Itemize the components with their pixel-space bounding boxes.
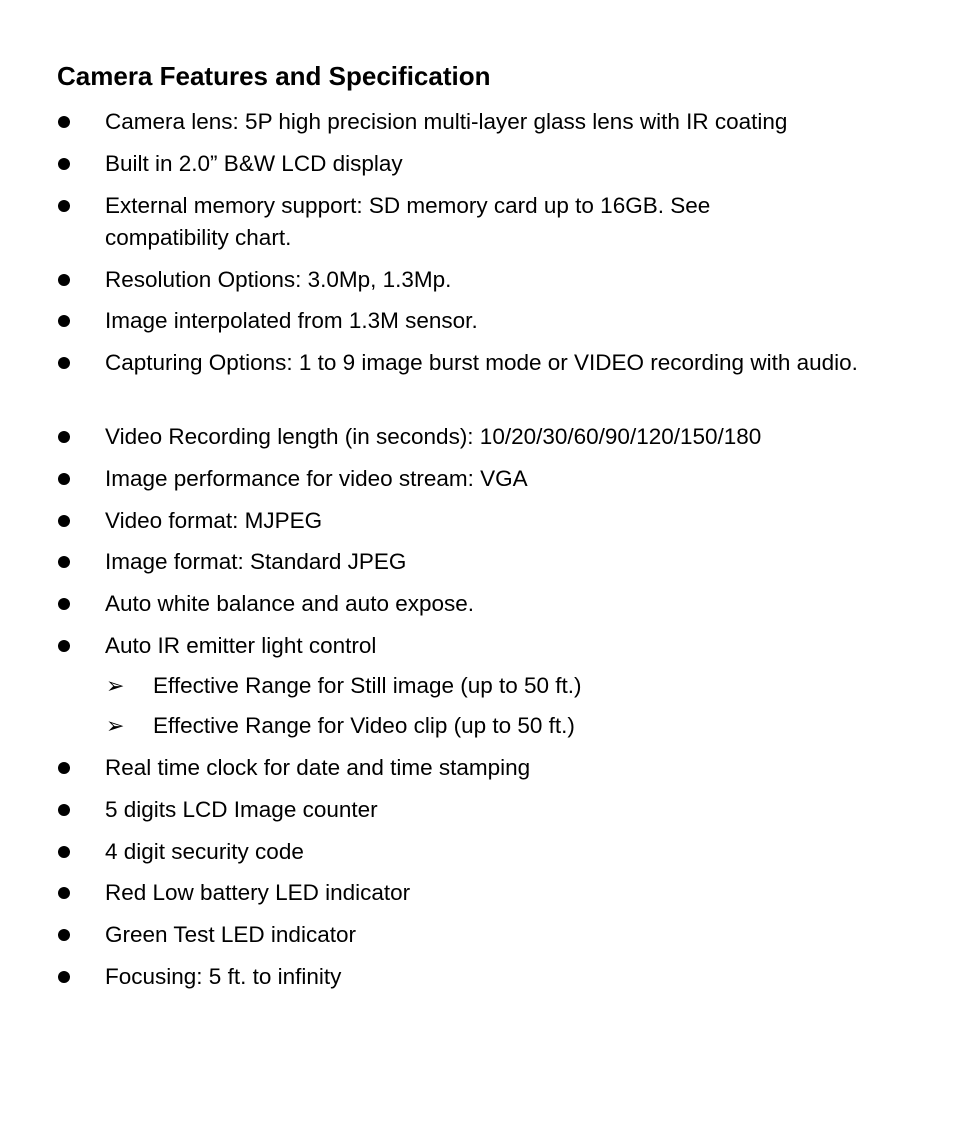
bullet-icon [57, 264, 73, 296]
bullet-icon [57, 505, 73, 537]
arrow-bullet-icon: ➢ [106, 713, 125, 738]
bullet-icon [57, 588, 73, 620]
bullet-icon [57, 877, 73, 909]
bullet-icon [57, 190, 73, 222]
bullet-icon [57, 630, 73, 662]
bullet-icon [57, 546, 73, 578]
bullet-icon [57, 463, 73, 495]
arrow-bullet-icon: ➢ [106, 673, 125, 698]
bullet-icon [57, 106, 73, 138]
sub-list-item-text: Effective Range for Still image (up to 50 ft.) [153, 673, 582, 698]
list-item-text: Green Test LED indicator [105, 922, 356, 947]
bullet-icon [57, 794, 73, 826]
bullet-icon [57, 148, 73, 180]
bullet-icon [57, 752, 73, 784]
bullet-icon [57, 305, 73, 337]
list-item-text: Focusing: 5 ft. to infinity [105, 964, 342, 989]
bullet-icon [57, 347, 73, 379]
list-item-text: External memory support: SD memory card up to 16GB. See compatibility chart. [105, 193, 711, 250]
list-item-text: Built in 2.0” B&W LCD display [105, 151, 403, 176]
list-item-text: Red Low battery LED indicator [105, 880, 411, 905]
list-item-text: Video format: MJPEG [105, 508, 323, 533]
bullet-icon [57, 919, 73, 951]
list-item-text: 4 digit security code [105, 839, 304, 864]
bullet-icon [57, 836, 73, 868]
list-item-text: Resolution Options: 3.0Mp, 1.3Mp. [105, 267, 452, 292]
list-item-text: Image format: Standard JPEG [105, 549, 407, 574]
list-item-text: Image interpolated from 1.3M sensor. [105, 308, 478, 333]
bullet-icon [57, 421, 73, 453]
list-item-text: Auto IR emitter light control [105, 633, 377, 658]
list-item-text: 5 digits LCD Image counter [105, 797, 378, 822]
list-item-text: Capturing Options: 1 to 9 image burst mode or VIDEO recording with audio. [105, 350, 858, 375]
list-item-text: Camera lens: 5P high precision multi-layer glass lens with IR coating [105, 109, 788, 134]
bullet-icon [57, 961, 73, 993]
sub-list-item-text: Effective Range for Video clip (up to 50 ft.) [153, 713, 575, 738]
list-item-text: Image performance for video stream: VGA [105, 466, 528, 491]
list-item-text: Real time clock for date and time stamping [105, 755, 531, 780]
list-item-text: Auto white balance and auto expose. [105, 591, 475, 616]
page-title: Camera Features and Specification [57, 61, 491, 91]
list-item-text: Video Recording length (in seconds): 10/20/30/60/90/120/150/180 [105, 424, 762, 449]
